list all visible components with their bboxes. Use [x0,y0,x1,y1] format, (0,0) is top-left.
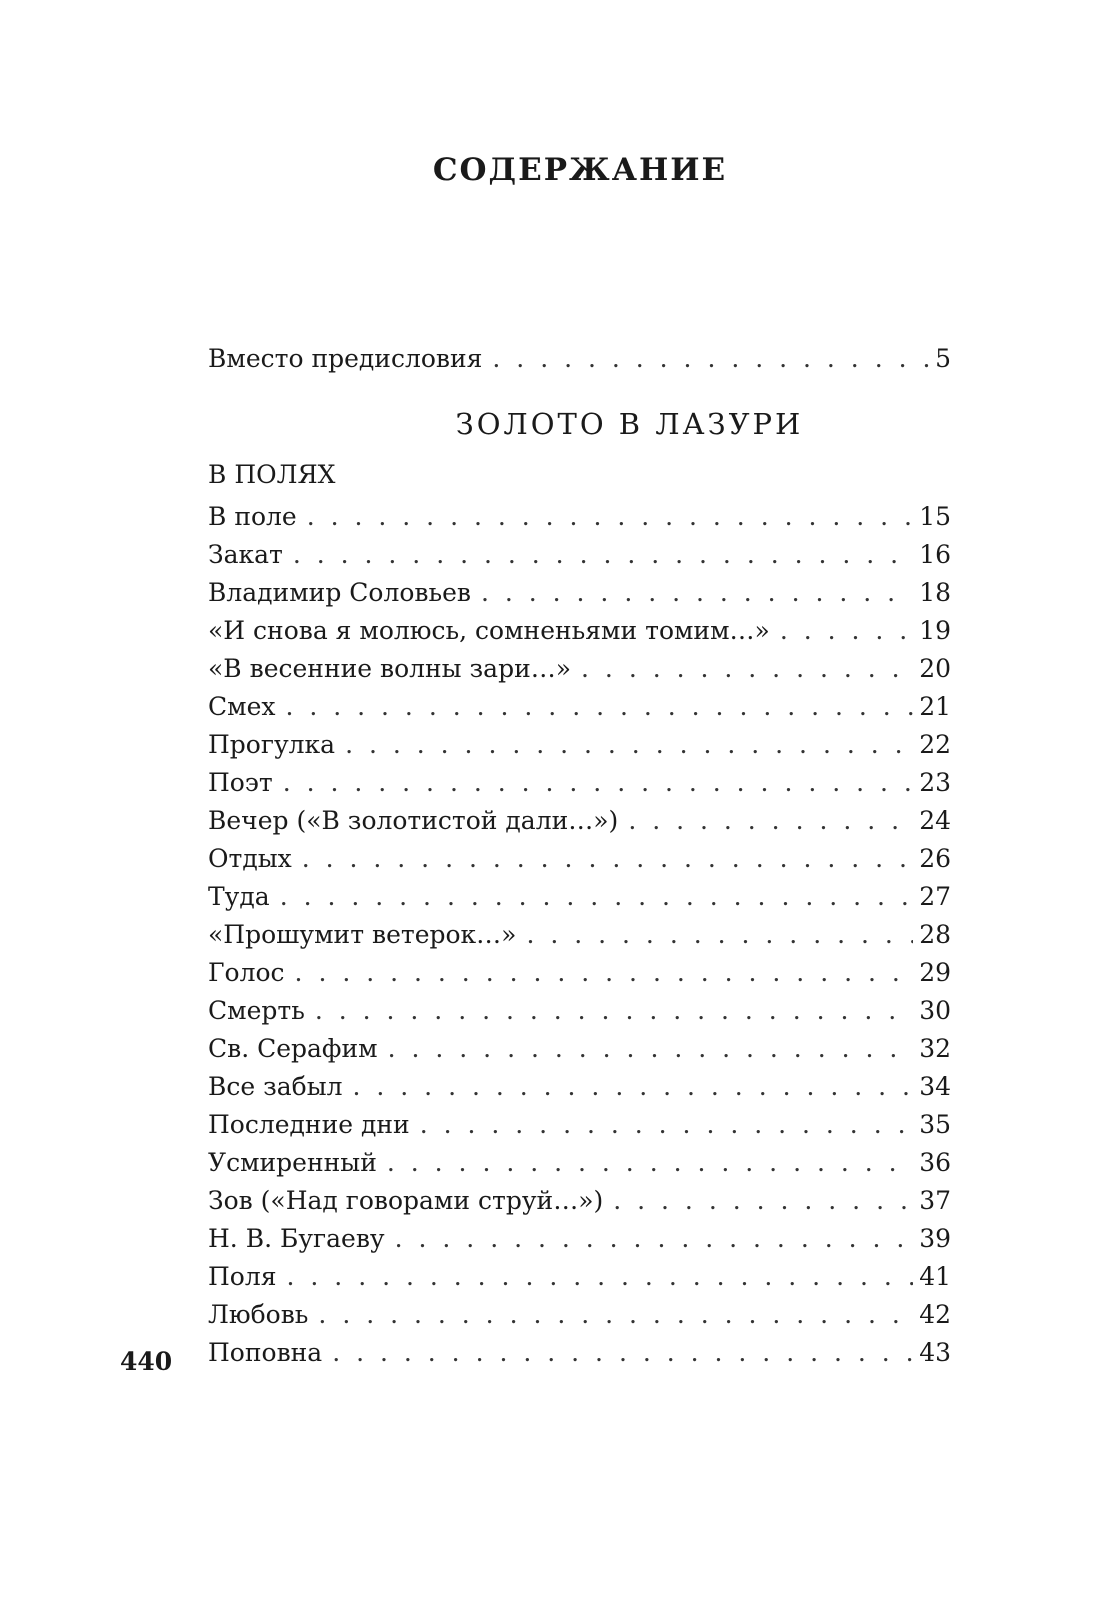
entry-title: «И снова я молюсь, сомненьями томим…» [208,616,770,645]
entry-page: 18 [919,578,951,607]
leader-dots [315,992,913,1030]
leader-dots [285,688,913,726]
leader-dots [353,1068,914,1106]
entry-title: Туда [208,882,270,911]
entry-title: Смех [208,692,276,721]
leader-dots [526,916,913,954]
entry-title: «Прошумит ветерок…» [208,920,517,949]
entry-page: 39 [919,1224,951,1253]
toc-entry [208,1220,951,1258]
leader-dots [283,764,914,802]
toc-entry [208,1258,951,1296]
entry-title: Голос [208,958,285,987]
entry-page: 35 [919,1110,951,1139]
toc-entry [208,954,951,992]
leader-dots [388,1030,914,1068]
entry-title: Любовь [208,1300,309,1329]
toc-entry [208,574,951,612]
entry-title: Последние дни [208,1110,410,1139]
entry-title: Прогулка [208,730,336,759]
leader-dots [395,1220,914,1258]
entry-title: Владимир Соловьев [208,578,471,607]
entry-title: «В весенние волны зари…» [208,654,572,683]
entry-title: Усмиренный [208,1148,377,1177]
leader-dots [420,1106,913,1144]
leader-dots [492,340,929,378]
leader-dots [287,1258,914,1296]
entry-page: 5 [935,344,951,373]
toc-entry [208,498,951,536]
toc-entry [208,1144,951,1182]
toc-entry [208,764,951,802]
entry-list [208,498,951,1372]
entry-title: Вместо предисловия [208,344,483,373]
toc-entry [208,840,951,878]
entry-title: В поле [208,502,297,531]
entry-title: Поповна [208,1338,323,1367]
leader-dots [318,1296,913,1334]
toc-entry [208,1030,951,1068]
entry-title: Св. Серафим [208,1034,378,1063]
entry-page: 29 [919,958,951,987]
entry-page: 16 [919,540,951,569]
leader-dots [628,802,913,840]
toc-entry [208,726,951,764]
leader-dots [295,954,914,992]
toc-entry [208,802,951,840]
leader-dots [780,612,913,650]
entry-page: 26 [919,844,951,873]
toc-entry [208,1296,951,1334]
entry-page: 37 [919,1186,951,1215]
toc-entry [208,1334,951,1372]
entry-page: 30 [919,996,951,1025]
leader-dots [613,1182,913,1220]
entry-page: 15 [919,502,951,531]
entry-title: Поля [208,1262,277,1291]
leader-dots [280,878,914,916]
entry-page: 22 [919,730,951,759]
toc-entry [208,612,951,650]
table-of-contents [208,340,951,1372]
entry-page: 23 [919,768,951,797]
toc-entry [208,1182,951,1220]
leader-dots [481,574,913,612]
toc-entry [208,1068,951,1106]
leader-dots [307,498,913,536]
entry-title: Вечер («В золотистой дали…») [208,806,619,835]
page-number: 440 [120,1347,173,1376]
toc-entry [208,1106,951,1144]
entry-page: 24 [919,806,951,835]
entry-page: 19 [919,616,951,645]
part-title: ЗОЛОТО В ЛАЗУРИ [455,407,804,441]
entry-title: Все забыл [208,1072,343,1101]
entry-page: 20 [919,654,951,683]
toc-entry [208,992,951,1030]
entry-page: 27 [919,882,951,911]
entry-page: 34 [919,1072,951,1101]
leader-dots [293,536,913,574]
entry-page: 36 [919,1148,951,1177]
entry-page: 42 [919,1300,951,1329]
entry-page: 21 [919,692,951,721]
entry-page: 28 [919,920,951,949]
entry-page: 43 [919,1338,951,1367]
toc-entry [208,878,951,916]
toc-entry-preface [208,340,951,378]
toc-entry [208,688,951,726]
entry-page: 41 [919,1262,951,1291]
entry-title: Отдых [208,844,292,873]
section-title: В ПОЛЯХ [208,460,336,489]
leader-dots [302,840,913,878]
entry-page: 32 [919,1034,951,1063]
leader-dots [387,1144,913,1182]
leader-dots [345,726,913,764]
page-title: СОДЕРЖАНИЕ [432,152,728,188]
entry-title: Смерть [208,996,305,1025]
entry-title: Зов («Над говорами струй…») [208,1186,604,1215]
entry-title: Поэт [208,768,273,797]
entry-title: Закат [208,540,283,569]
entry-title: Н. В. Бугаеву [208,1224,385,1253]
leader-dots [332,1334,913,1372]
toc-entry [208,916,951,954]
leader-dots [581,650,913,688]
toc-entry [208,650,951,688]
toc-entry [208,536,951,574]
